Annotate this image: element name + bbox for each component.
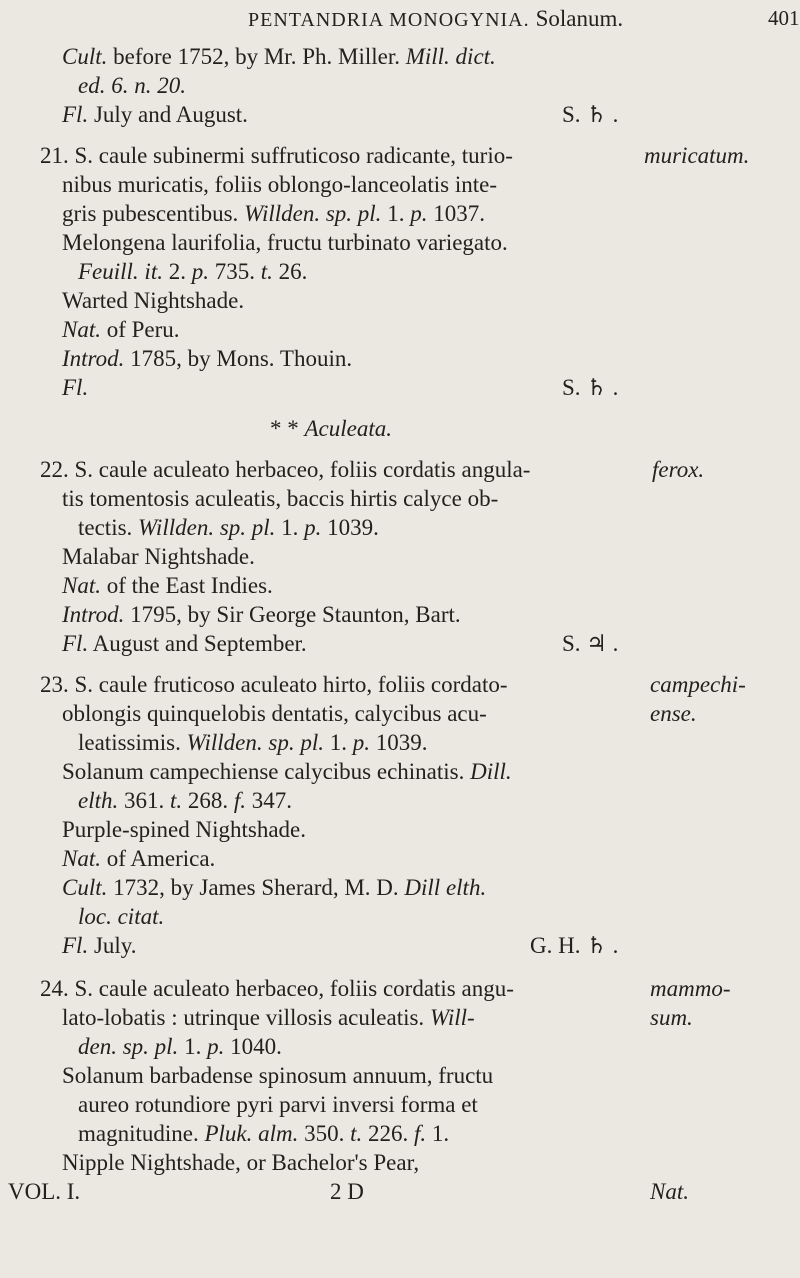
entry21-nat-label: Nat. [62,317,101,342]
entry21-line4: Melongena laurifolia, fructu turbinato variegato. [62,230,508,255]
entry22-l3-p: p. [304,515,322,540]
running-header [0,6,800,36]
entry23-fl-label: Fl. [62,933,89,958]
entry22-symbol: S. ♃ . [562,631,619,656]
entry22-l3-ref: Willden. sp. pl. [138,515,276,540]
entry22-nat-label: Nat. [62,573,101,598]
entry23-line4 [62,759,512,785]
entry23-line2: oblongis quinquelobis dentatis, calycibus acu- [62,701,487,726]
entry24-line6 [78,1121,449,1147]
entry23-line1: 23. S. caule fruticoso aculeato hirto, foliis cordato- [40,672,508,697]
entry21-l5-t: t. [260,259,273,284]
entry21-line1: 21. S. caule subinermi suffruticoso radicante, turio- [40,143,513,168]
entry21-common-name: Warted Nightshade. [62,288,245,313]
prev-cult-label: Cult. [62,44,108,69]
class-order: PENTANDRIA MONOGYNIA. [248,9,530,31]
entry24-l6-text: magnitudine. [78,1121,205,1146]
entry23-l5-fig: 347. [246,788,293,813]
signature-mark: 2 D [330,1179,364,1204]
entry22-l3-page: 1039. [321,515,379,540]
entry21-l3-p: p. [410,201,428,226]
entry23-nat-label: Nat. [62,846,101,871]
entry21-introd-label: Introd. [62,346,125,371]
entry21-line2: nibus muricatis, foliis oblongo-lanceolatis inte- [62,172,498,197]
entry23-fl-text: July. [88,933,137,958]
entry23-l3-vol: 1. [324,730,353,755]
prev-cult-text: before 1752, by Mr. Ph. Miller. [107,44,406,69]
entry22-introd-line [62,602,461,628]
prev-cult-ref: Mill. dict. [405,44,496,69]
entry24-line2 [62,1005,475,1031]
entry21-l3-text: gris pubescentibus. [62,201,245,226]
running-title [248,6,623,32]
entry24-l6-t: t. [350,1121,363,1146]
entry24-line3 [78,1034,282,1060]
entry23-common-name: Purple-spined Nightshade. [62,817,307,842]
entry24-l2-text: lato-lobatis : utrinque villosis aculeatis. [62,1005,430,1030]
entry21-species-name: muricatum. [644,143,750,168]
entry23-l3-text: leatissimis. [78,730,187,755]
entry21-symbol: S. ♄ . [562,375,619,400]
entry22-line2: tis tomentosis aculeatis, baccis hirtis calyce ob- [62,486,499,511]
entry23-native-line [62,846,215,872]
entry22-species-name: ferox. [652,457,705,482]
entry23-nat-text: of America. [100,846,216,871]
entry23-fl-line [62,933,137,959]
entry24-common-name: Nipple Nightshade, or Bachelor's Pear, [62,1150,420,1175]
entry23-line5 [78,788,292,814]
entry21-l5-ref: Feuill. it. [78,259,163,284]
entry22-native-line [62,573,273,599]
entry21-l3-page: 1037. [427,201,485,226]
entry24-l2-ref: Will- [429,1005,475,1030]
entry24-l6-fig: 1. [426,1121,450,1146]
entry21-line5 [78,259,307,285]
entry23-species-name-part2: ense. [650,701,697,726]
entry22-common-name: Malabar Nightshade. [62,544,255,569]
entry22-nat-text: of the East Indies. [100,573,273,598]
entry23-cult-label: Cult. [62,875,108,900]
entry21-fl-label: Fl. [62,375,89,400]
entry22-l3-text: tectis. [78,515,139,540]
entry23-l3-ref: Willden. sp. pl. [186,730,324,755]
entry23-symbol: G. H. ♄ . [530,933,619,958]
entry24-line5: aureo rotundiore pyri parvi inversi forma et [78,1092,478,1117]
prev-edition-line: ed. 6. n. 20. [78,73,186,98]
entry21-l5-vol: 2. [162,259,192,284]
entry21-line3 [62,201,485,227]
entry23-l4-text: Solanum campechiense calycibus echinatis. [62,759,471,784]
entry23-cult-ref: Dill elth. [404,875,487,900]
section-stars: * * [270,416,299,441]
entry21-introd-text: 1785, by Mons. Thouin. [124,346,353,371]
entry24-species-name-part2: sum. [650,1005,693,1030]
entry21-introd-line [62,346,352,372]
section-heading [270,416,392,442]
entry21-l5-plate: 26. [272,259,308,284]
entry24-l6-plate: 226. [362,1121,415,1146]
entry23-species-name-part1: campechi- [650,672,746,697]
entry22-l3-vol: 1. [275,515,305,540]
prev-cult-line [62,44,496,70]
entry22-introd-label: Introd. [62,602,125,627]
entry22-introd-text: 1795, by Sir George Staunton, Bart. [124,602,461,627]
entry24-l3-vol: 1. [178,1034,208,1059]
entry23-l3-page: 1039. [370,730,428,755]
prev-flowering-line [62,102,248,128]
entry24-l3-ref: den. sp. pl. [78,1034,179,1059]
entry23-l3-p: p. [352,730,370,755]
entry22-line3 [78,515,379,541]
entry22-fl-text: August and September. [88,631,307,656]
entry21-l5-page: 735. [208,259,261,284]
entry23-l5-t: t. [170,788,183,813]
entry23-loc-citat: loc. citat. [78,904,165,929]
entry21-l3-vol: 1. [381,201,411,226]
entry21-nat-text: of Peru. [100,317,180,342]
entry24-l6-num: 350. [298,1121,351,1146]
entry22-fl-line [62,631,307,657]
entry23-l5-num: 361. [118,788,170,813]
entry21-l3-ref: Willden. sp. pl. [244,201,382,226]
entry21-l5-p: p. [191,259,209,284]
entry23-cult-text: 1732, by James Sherard, M. D. [107,875,405,900]
entry24-l6-f: f. [414,1121,427,1146]
entry24-l3-p: p. [207,1034,225,1059]
prev-fl-label: Fl. [62,102,89,127]
entry22-line1: 22. S. caule aculeato herbaceo, foliis cordatis angula- [40,457,531,482]
entry23-l5-ref: elth. [78,788,119,813]
section-name: Aculeata. [304,416,392,441]
entry23-l4-ref: Dill. [470,759,512,784]
catchword: Nat. [650,1179,689,1204]
entry23-cult-line [62,875,486,901]
entry23-l5-f: f. [233,788,247,813]
entry23-l5-plate: 268. [182,788,234,813]
prev-fl-text: July and August. [88,102,248,127]
entry24-line4: Solanum barbadense spinosum annuum, fructu [62,1063,494,1088]
entry22-fl-label: Fl. [62,631,89,656]
entry24-species-name-part1: mammo- [650,976,731,1001]
entry21-native-line [62,317,180,343]
entry23-line3 [78,730,428,756]
prev-symbol: S. ♄ . [562,102,619,127]
entry24-l6-ref: Pluk. alm. [204,1121,299,1146]
entry24-l3-page: 1040. [224,1034,282,1059]
volume-label: VOL. I. [8,1179,81,1204]
entry24-line1: 24. S. caule aculeato herbaceo, foliis cordatis angu- [40,976,514,1001]
genus-name: Solanum. [535,6,624,31]
page-number: 401 [768,6,800,30]
